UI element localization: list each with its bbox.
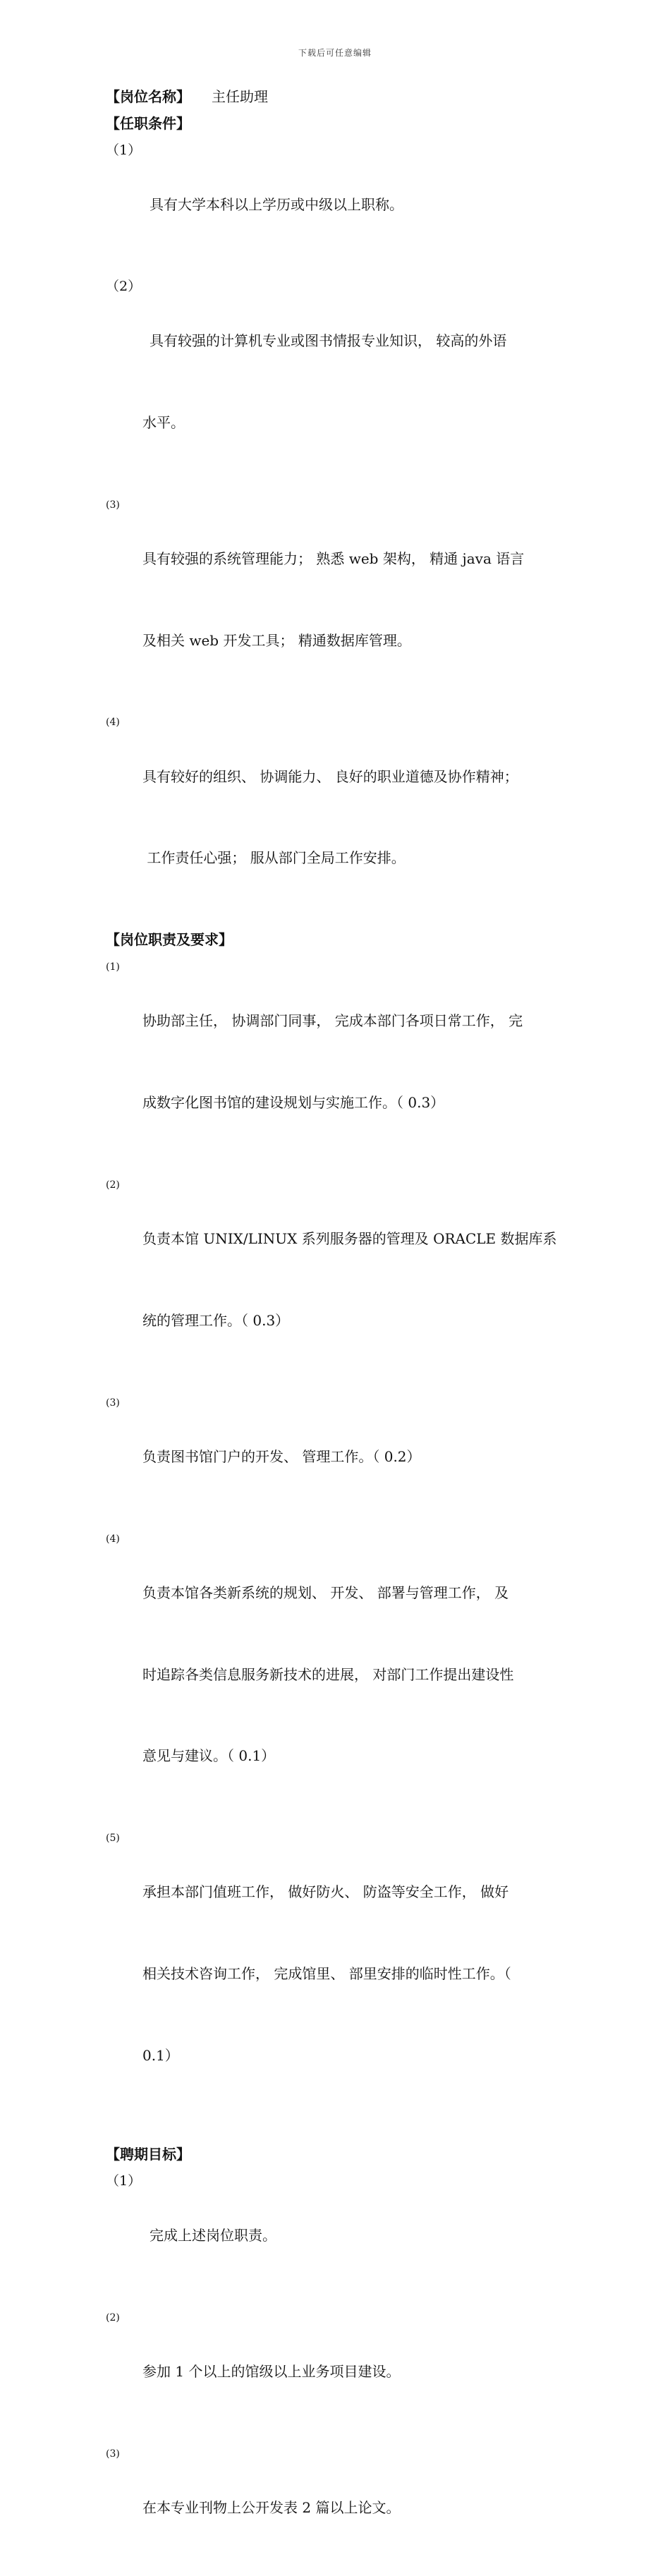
item-number: (4) <box>106 717 120 729</box>
duty-item <box>106 1171 585 1389</box>
item-number: (3) <box>106 499 120 511</box>
item-line: 完成上述岗位职责。 <box>150 2226 276 2244</box>
item-line: 时追踪各类信息服务新技术的进展， 对部门工作提出建设性 <box>142 1665 514 1683</box>
item-line: 意见与建议。（ 0.1） <box>142 1747 276 1765</box>
item-line: 协助部主任， 协调部门同事， 完成本部门各项日常工作， 完 <box>142 1012 523 1030</box>
page-header-note: 下载后可任意编辑 <box>298 48 372 58</box>
item-number: (4) <box>106 1533 120 1545</box>
target-item <box>106 2440 585 2576</box>
item-text <box>142 708 585 926</box>
item-text <box>150 137 585 273</box>
item-line: 负责本馆各类新系统的规划、 开发、 部署与管理工作， 及 <box>142 1584 509 1601</box>
position-row <box>106 83 585 110</box>
target-item <box>106 2168 585 2304</box>
item-line: 及相关 web 开发工具； 精通数据库管理。 <box>142 631 411 649</box>
item-text <box>142 491 585 709</box>
targets-heading: 【聘期目标】 <box>106 2145 190 2163</box>
item-number: (3) <box>106 2448 120 2460</box>
qualification-item <box>106 273 585 491</box>
qualifications-heading: 【任职条件】 <box>106 115 190 132</box>
item-line: 负责图书馆门户的开发、 管理工作。（ 0.2） <box>142 1447 421 1465</box>
position-heading: 【岗位名称】 <box>106 88 190 105</box>
item-number: (3) <box>106 1397 120 1409</box>
item-number: （1） <box>106 142 142 158</box>
item-number: (5) <box>106 1833 120 1845</box>
item-line: 成数字化图书馆的建设规划与实施工作。（ 0.3） <box>142 1094 445 1112</box>
item-text <box>142 2440 585 2576</box>
item-line: 承担本部门值班工作， 做好防火、 防盗等安全工作， 做好 <box>142 1883 509 1901</box>
qualification-item <box>106 137 585 273</box>
item-line: 水平。 <box>142 413 185 431</box>
item-line: 负责本馆 UNIX/LINUX 系列服务器的管理及 ORACLE 数据库系 <box>142 1230 557 1248</box>
duties-row <box>106 926 585 953</box>
target-item <box>106 2304 585 2440</box>
item-number: (2) <box>106 2311 120 2323</box>
duty-item <box>106 1389 585 1525</box>
item-number: （1） <box>106 2173 142 2189</box>
item-line: 工作责任心强； 服从部门全局工作安排。 <box>142 849 406 867</box>
item-number: (1) <box>106 961 120 973</box>
item-line: 具有大学本科以上学历或中级以上职称。 <box>150 196 403 214</box>
item-text <box>142 2304 585 2440</box>
item-text <box>142 1525 585 1825</box>
item-line: 统的管理工作。（ 0.3） <box>142 1311 290 1329</box>
duty-item <box>106 1824 585 2124</box>
duties-heading: 【岗位职责及要求】 <box>106 931 233 949</box>
item-line: 相关技术咨询工作， 完成馆里、 部里安排的临时性工作。（ <box>142 1965 511 1983</box>
item-text <box>142 953 585 1171</box>
duty-item <box>106 1525 585 1825</box>
position-value: 主任助理 <box>212 88 268 105</box>
item-line: 具有较好的组织、 协调能力、 良好的职业道德及协作精神； <box>142 767 518 785</box>
item-number: （2） <box>106 278 142 294</box>
item-line: 在本专业刊物上公开发表 2 篇以上论文。 <box>142 2498 401 2516</box>
item-number: (2) <box>106 1179 120 1191</box>
item-line: 参加 1 个以上的馆级以上业务项目建设。 <box>142 2362 401 2380</box>
item-text <box>142 1389 585 1525</box>
item-text <box>150 2168 585 2304</box>
document-body <box>106 83 585 2576</box>
item-line: 具有较强的计算机专业或图书情报专业知识， 较高的外语 <box>150 332 507 350</box>
targets-row <box>106 2141 585 2168</box>
item-line: 0.1） <box>142 2046 179 2064</box>
item-text <box>142 273 585 491</box>
duty-item <box>106 953 585 1171</box>
qualification-item <box>106 491 585 709</box>
item-line: 具有较强的系统管理能力； 熟悉 web 架构， 精通 java 语言 <box>142 549 525 567</box>
qualification-item <box>106 708 585 926</box>
qualifications-row <box>106 110 585 137</box>
section-gap <box>106 2124 585 2141</box>
item-text <box>142 1824 585 2124</box>
item-text <box>142 1171 585 1389</box>
